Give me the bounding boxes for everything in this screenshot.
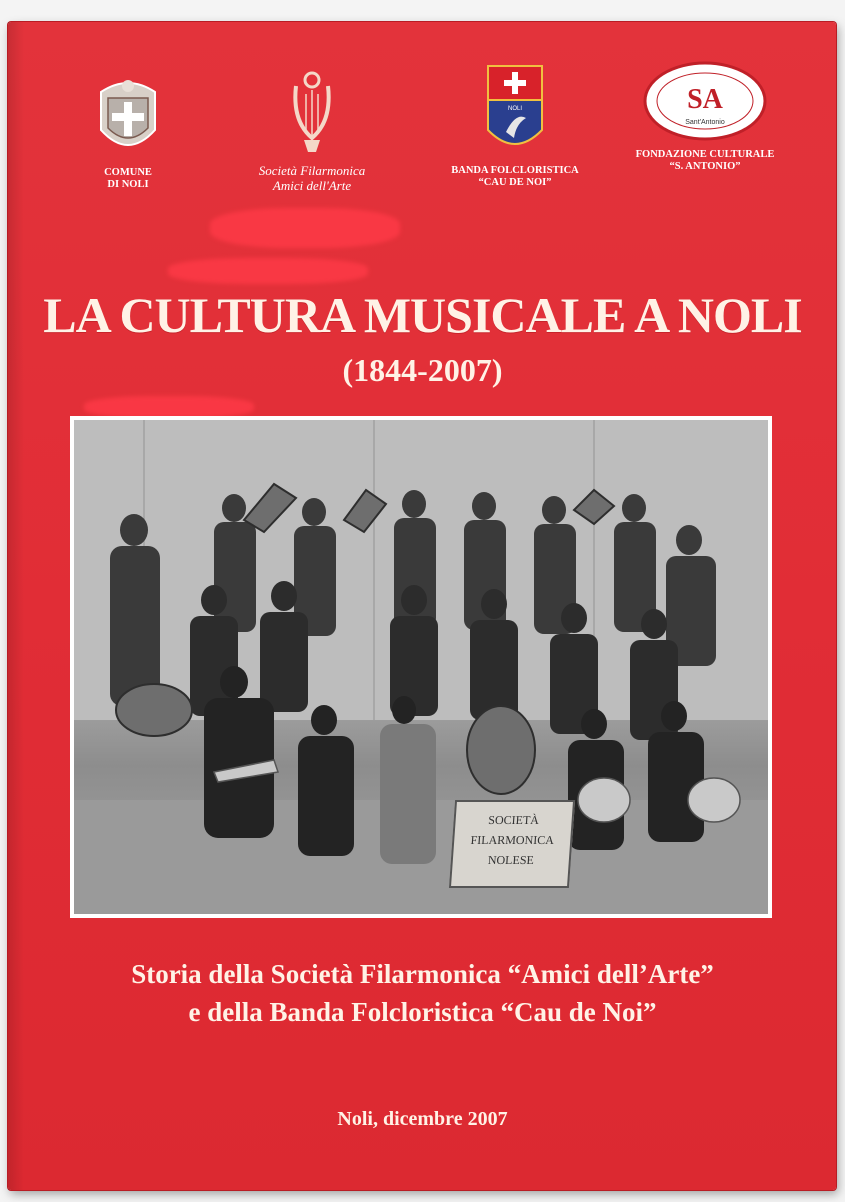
logo-label-line2: “S. ANTONIO” (669, 161, 741, 172)
logo-comune-di-noli (88, 70, 168, 191)
logo-label-line1: COMUNE (104, 167, 152, 178)
stain (168, 258, 368, 284)
society-plaque (449, 800, 575, 888)
logo-fondazione-culturale (620, 58, 790, 173)
coat-of-arms-icon (93, 70, 163, 162)
description-line2: e della Banda Folcloristica “Cau de Noi” (188, 997, 657, 1027)
plaque-line2: FILARMONICA (470, 833, 555, 847)
book-description (0, 955, 845, 1031)
book-years: (1844-2007) (342, 352, 503, 388)
logo-label-line1: FONDAZIONE CULTURALE (635, 149, 775, 160)
historic-band-photo (70, 416, 772, 918)
description-line1: Storia della Società Filarmonica “Amici dell’Arte” (131, 959, 714, 989)
plaque-line3: NOLESE (487, 853, 535, 867)
badge-top-text: NOLI (507, 106, 523, 112)
lyre-icon (282, 66, 342, 158)
plaque-line1: SOCIETÀ (487, 813, 540, 827)
logo-societa-filarmonica (232, 66, 392, 193)
logo-banda-folcloristica (440, 62, 590, 189)
seal-icon (643, 58, 767, 144)
seal-name: Sant'Antonio (685, 119, 725, 126)
photo-image (74, 420, 768, 914)
logo-label-line2: “CAU DE NOI” (478, 177, 552, 188)
seal-letters: SA (687, 84, 723, 115)
logo-label-line2: Amici dell'Arte (272, 178, 352, 193)
stain (84, 396, 254, 418)
stain (210, 208, 400, 248)
shield-icon (486, 62, 544, 160)
band-members-illustration (74, 420, 768, 914)
logo-label-line2: DI NOLI (107, 179, 149, 190)
place-and-date: Noli, dicembre 2007 (337, 1108, 508, 1130)
book-title: LA CULTURA MUSICALE A NOLI (43, 287, 802, 343)
logo-label-line1: BANDA FOLCLORISTICA (451, 165, 579, 176)
logo-label-line1: Società Filarmonica (258, 163, 366, 178)
